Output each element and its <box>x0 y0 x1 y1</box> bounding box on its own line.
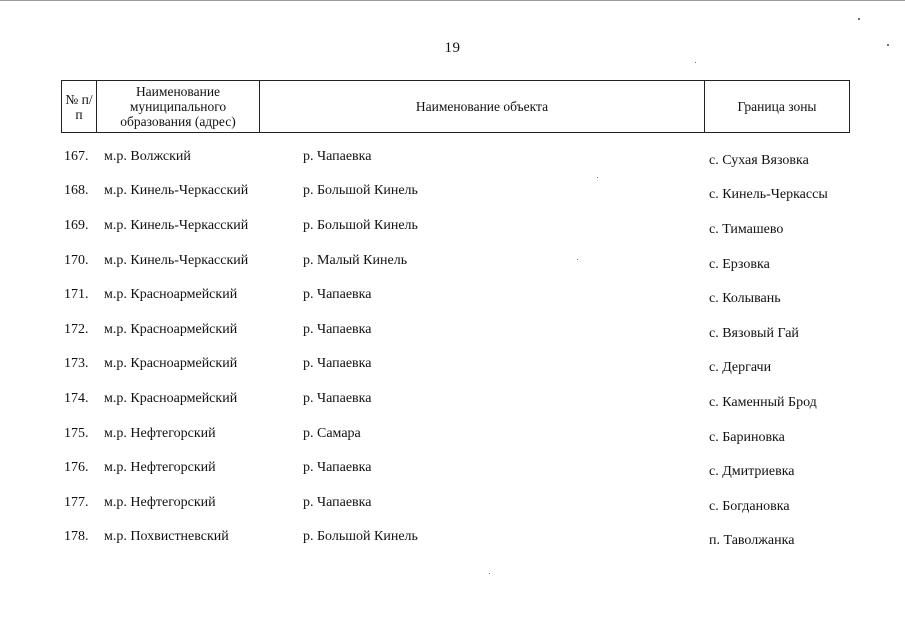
table-row <box>0 218 905 238</box>
table-row <box>0 426 905 446</box>
table-row <box>0 356 905 376</box>
header-number: № п/п <box>62 81 97 132</box>
row-zone: с. Тимашево <box>709 222 784 237</box>
row-object: р. Малый Кинель <box>303 253 408 268</box>
row-object: р. Чапаевка <box>303 460 372 475</box>
scan-speck <box>858 18 860 20</box>
row-zone: с. Колывань <box>709 291 781 306</box>
row-number: 168. <box>64 183 89 198</box>
row-object: р. Чапаевка <box>303 356 372 371</box>
header-municipality: Наименование муниципального образования (адрес) <box>97 81 260 132</box>
table-header <box>61 80 850 133</box>
scan-speck <box>695 62 696 63</box>
row-object: р. Чапаевка <box>303 495 372 510</box>
row-zone: с. Дергачи <box>709 360 772 375</box>
row-number: 174. <box>64 391 89 406</box>
row-municipality: м.р. Волжский <box>104 149 191 164</box>
scan-speck <box>887 44 889 46</box>
row-number: 169. <box>64 218 89 233</box>
scan-top-edge <box>0 0 905 1</box>
row-zone: с. Каменный Брод <box>709 395 817 410</box>
scan-speck <box>597 177 598 178</box>
row-object: р. Самара <box>303 426 361 441</box>
page-number: 19 <box>444 40 461 56</box>
row-zone: с. Вязовый Гай <box>709 326 799 341</box>
row-number: 173. <box>64 356 89 371</box>
row-municipality: м.р. Красноармейский <box>104 356 238 371</box>
row-object: р. Большой Кинель <box>303 218 418 233</box>
table-row <box>0 287 905 307</box>
row-zone: с. Сухая Вязовка <box>709 153 809 168</box>
row-municipality: м.р. Кинель-Черкасский <box>104 218 249 233</box>
row-municipality: м.р. Нефтегорский <box>104 495 216 510</box>
row-number: 175. <box>64 426 89 441</box>
row-zone: с. Ерзовка <box>709 257 770 272</box>
row-municipality: м.р. Кинель-Черкасский <box>104 183 249 198</box>
row-number: 171. <box>64 287 89 302</box>
row-object: р. Чапаевка <box>303 149 372 164</box>
row-municipality: м.р. Красноармейский <box>104 322 238 337</box>
row-object: р. Большой Кинель <box>303 529 418 544</box>
table-row <box>0 391 905 411</box>
row-municipality: м.р. Похвистневский <box>104 529 229 544</box>
table-row <box>0 149 905 169</box>
row-zone: п. Таволжанка <box>709 533 795 548</box>
table-row <box>0 322 905 342</box>
table-row <box>0 495 905 515</box>
row-number: 177. <box>64 495 89 510</box>
row-zone: с. Дмитриевка <box>709 464 795 479</box>
row-municipality: м.р. Кинель-Черкасский <box>104 253 249 268</box>
row-zone: с. Кинель-Черкассы <box>709 187 828 202</box>
header-zone-boundary: Граница зоны <box>737 99 817 114</box>
row-municipality: м.р. Красноармейский <box>104 287 238 302</box>
row-object: р. Чапаевка <box>303 322 372 337</box>
row-number: 172. <box>64 322 89 337</box>
row-zone: с. Бариновка <box>709 430 785 445</box>
row-number: 176. <box>64 460 89 475</box>
header-object: Наименование объекта <box>260 81 705 132</box>
table-row <box>0 460 905 480</box>
row-zone: с. Богдановка <box>709 499 790 514</box>
row-municipality: м.р. Красноармейский <box>104 391 238 406</box>
row-object: р. Большой Кинель <box>303 183 418 198</box>
row-object: р. Чапаевка <box>303 287 372 302</box>
table-row <box>0 529 905 549</box>
row-municipality: м.р. Нефтегорский <box>104 460 216 475</box>
row-number: 170. <box>64 253 89 268</box>
table-row <box>0 183 905 203</box>
table-row <box>0 253 905 273</box>
row-number: 178. <box>64 529 89 544</box>
row-object: р. Чапаевка <box>303 391 372 406</box>
scan-speck <box>489 573 490 574</box>
row-number: 167. <box>64 149 89 164</box>
scan-speck <box>577 259 578 260</box>
row-municipality: м.р. Нефтегорский <box>104 426 216 441</box>
